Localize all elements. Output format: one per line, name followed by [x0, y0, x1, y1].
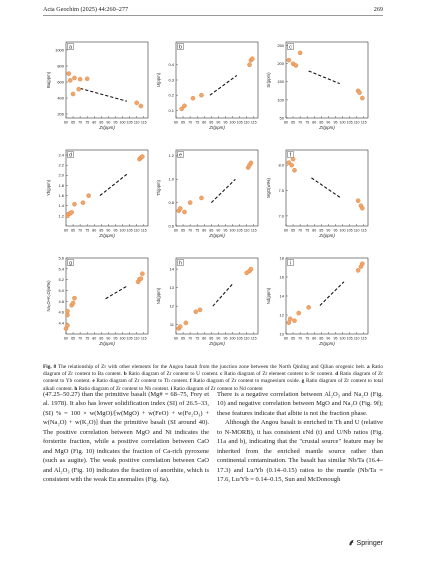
x-tick-label: 100 — [339, 228, 346, 233]
y-tick-label: 150 — [277, 79, 284, 85]
data-point — [139, 104, 143, 108]
x-tick-label: 115 — [140, 228, 147, 233]
data-point — [287, 58, 291, 62]
y-tick-label: 2.0 — [58, 172, 64, 178]
data-point — [360, 206, 364, 210]
header-rule — [43, 15, 383, 16]
x-tick-label: 90 — [106, 336, 111, 341]
caption-part-text: Ratio diagram of Zr content to Nd content — [173, 385, 263, 392]
panel-letter: e — [179, 152, 182, 159]
x-tick-label: 85 — [319, 120, 324, 125]
x-tick-label: 70 — [298, 120, 303, 125]
trend-line — [213, 284, 233, 306]
data-point — [65, 313, 69, 317]
y-tick-label: 0.3 — [168, 77, 174, 83]
x-tick-label: 80 — [92, 336, 97, 341]
x-tick-label: 105 — [236, 336, 243, 341]
publisher-name: Springer — [356, 540, 383, 547]
data-point — [72, 76, 76, 80]
caption-part-key: f — [188, 378, 194, 385]
x-tick-label: 95 — [333, 228, 338, 233]
x-tick-label: 80 — [312, 336, 317, 341]
data-point — [356, 199, 360, 203]
trend-line — [210, 75, 237, 95]
y-tick-label: 0.8 — [168, 200, 174, 206]
x-axis-label: Zr(ppm) — [99, 233, 115, 238]
x-tick-label: 65 — [71, 120, 76, 125]
x-tick-label: 70 — [188, 228, 193, 233]
caption-part-key: e — [90, 378, 97, 385]
caption-part-key: a — [367, 364, 372, 370]
x-tick-label: 60 — [284, 228, 288, 233]
body-column-left — [43, 390, 209, 485]
data-point — [292, 168, 296, 172]
figure-caption — [43, 364, 383, 393]
x-tick-label: 90 — [216, 336, 221, 341]
y-tick-label: 200 — [57, 111, 64, 117]
x-tick-label: 85 — [99, 336, 104, 341]
panel-letter: h — [179, 260, 182, 267]
x-tick-label: 85 — [209, 120, 214, 125]
y-tick-label: 13 — [169, 285, 174, 291]
data-point — [288, 317, 292, 321]
x-tick-label: 95 — [333, 336, 338, 341]
y-tick-label: 1.2 — [58, 213, 64, 219]
x-tick-label: 65 — [181, 228, 186, 233]
y-tick-label: 200 — [277, 61, 284, 67]
y-tick-label: 0.1 — [168, 107, 174, 113]
x-tick-label: 70 — [298, 336, 303, 341]
x-tick-label: 115 — [360, 228, 367, 233]
panel-e — [156, 150, 258, 238]
y-tick-label: 5.2 — [58, 277, 64, 283]
x-tick-label: 75 — [305, 120, 310, 125]
caption-part-key: c — [218, 371, 225, 378]
x-axis-label: Zr(ppm) — [99, 125, 115, 130]
y-axis-label: Na₂O+K₂O(wt%) — [46, 280, 51, 312]
publisher-footer — [348, 539, 383, 547]
x-axis-label: Zr(ppm) — [209, 125, 225, 130]
figure-8 — [40, 34, 390, 360]
data-point — [77, 87, 81, 91]
x-tick-label: 100 — [119, 336, 126, 341]
springer-horse-icon — [348, 539, 355, 546]
x-tick-label: 60 — [284, 336, 288, 341]
y-axis-label: Th(ppm) — [156, 180, 161, 196]
x-tick-label: 85 — [319, 228, 324, 233]
panel-c — [266, 42, 368, 130]
data-point — [199, 196, 203, 200]
x-tick-label: 80 — [92, 228, 97, 233]
caption-part-key: d — [333, 371, 340, 378]
data-point — [87, 194, 91, 198]
y-tick-label: 14 — [279, 293, 284, 299]
x-tick-label: 90 — [216, 120, 221, 125]
x-tick-label: 75 — [195, 336, 200, 341]
x-tick-label: 115 — [250, 120, 257, 125]
panel-d — [46, 150, 148, 238]
caption-part-key: h — [73, 385, 79, 392]
x-tick-label: 70 — [188, 120, 193, 125]
y-tick-label: 4.4 — [58, 320, 64, 326]
x-axis-label: Zr(ppm) — [319, 233, 335, 238]
x-tick-label: 70 — [78, 228, 83, 233]
x-tick-label: 95 — [223, 228, 228, 233]
y-axis-label: Nb(ppm) — [156, 287, 161, 305]
panel-letter: a — [69, 44, 72, 51]
x-tick-label: 80 — [312, 228, 317, 233]
data-point — [67, 72, 71, 76]
x-tick-label: 105 — [126, 336, 133, 341]
x-tick-label: 100 — [339, 120, 346, 125]
x-tick-label: 65 — [181, 336, 186, 341]
data-point — [68, 78, 72, 82]
data-point — [294, 63, 298, 67]
y-tick-label: 400 — [57, 95, 64, 101]
x-tick-label: 90 — [106, 228, 111, 233]
x-tick-label: 90 — [106, 120, 111, 125]
x-tick-label: 80 — [92, 120, 97, 125]
data-point — [250, 57, 254, 61]
x-tick-label: 105 — [346, 336, 353, 341]
x-tick-label: 65 — [181, 120, 186, 125]
caption-part-text: Ratio diagram of Zr content to total alkali content. — [43, 378, 383, 392]
trend-line — [100, 174, 127, 195]
x-tick-label: 90 — [216, 228, 221, 233]
x-tick-label: 110 — [353, 336, 360, 341]
panel-frame — [176, 150, 258, 226]
caption-part-key: i — [169, 385, 174, 392]
x-tick-label: 75 — [85, 336, 90, 341]
y-tick-label: 1000 — [55, 47, 64, 53]
x-tick-label: 100 — [229, 120, 236, 125]
x-tick-label: 75 — [85, 228, 90, 233]
x-tick-label: 100 — [229, 228, 236, 233]
y-axis-label: Nd(ppm) — [266, 287, 271, 305]
y-tick-label: 5.6 — [58, 255, 64, 261]
trend-line — [320, 282, 344, 306]
caption-part-text: Ratio diagram of Zr content to Nb content. — [78, 385, 170, 392]
panel-g — [46, 255, 148, 346]
data-point — [291, 157, 295, 161]
x-tick-label: 100 — [119, 120, 126, 125]
y-tick-label: 7.0 — [278, 213, 284, 219]
data-point — [178, 206, 182, 210]
data-point — [182, 210, 186, 214]
caption-title: The relationship of Zr with other elements for the Angou basalt from the junction zone between the North Qinling and Qilian orogenic belt. — [57, 364, 366, 370]
x-tick-label: 85 — [209, 228, 214, 233]
x-tick-label: 105 — [346, 120, 353, 125]
y-axis-label: MgO(wt%) — [266, 178, 271, 198]
x-tick-label: 80 — [202, 120, 207, 125]
data-point — [249, 161, 253, 165]
x-tick-label: 110 — [243, 336, 250, 341]
panel-letter: i — [289, 260, 292, 267]
data-point — [357, 91, 361, 95]
x-axis-label: Zr(ppm) — [209, 233, 225, 238]
y-tick-label: 1.6 — [58, 193, 64, 198]
x-tick-label: 75 — [305, 228, 310, 233]
panel-f — [266, 150, 368, 238]
x-tick-label: 110 — [133, 120, 140, 125]
data-point — [194, 310, 198, 314]
y-tick-label: 7.5 — [278, 187, 284, 193]
x-tick-label: 75 — [195, 120, 200, 125]
data-point — [188, 201, 192, 205]
x-tick-label: 80 — [202, 228, 207, 233]
y-tick-label: 16 — [279, 274, 284, 280]
x-tick-label: 85 — [99, 228, 104, 233]
x-tick-label: 70 — [78, 120, 83, 125]
x-tick-label: 95 — [223, 120, 228, 125]
x-tick-label: 60 — [174, 336, 178, 341]
x-tick-label: 115 — [140, 120, 147, 125]
x-tick-label: 95 — [333, 120, 338, 125]
data-point — [72, 296, 76, 300]
data-point — [71, 92, 75, 96]
data-point — [85, 77, 89, 81]
data-point — [72, 202, 76, 206]
trend-line — [80, 88, 127, 101]
x-axis-label: Zr(ppm) — [319, 341, 335, 346]
x-tick-label: 95 — [113, 336, 118, 341]
x-tick-label: 60 — [64, 120, 68, 125]
x-tick-label: 105 — [346, 228, 353, 233]
y-tick-label: 2.2 — [58, 162, 64, 168]
x-tick-label: 110 — [243, 120, 250, 125]
panel-letter: b — [179, 44, 182, 51]
caption-part-text: Ratio diagram of Zr content to U content. — [128, 371, 219, 378]
x-tick-label: 60 — [64, 336, 68, 341]
x-tick-label: 115 — [360, 120, 367, 125]
data-point — [81, 201, 85, 205]
y-tick-label: 1.2 — [168, 153, 174, 159]
x-axis-label: Zr(ppm) — [99, 341, 115, 346]
body-paragraph: (47.25–50.27) than the primitive basalt (Mg# = 68–75, Frey et al. 1978). It also has lower solidification index (SI) of 26.5–33, (SI) % = 100 × w(MgO)/[w(MgO) + w(FeO) + w(Fe₂O₃) + w(Na₂O) + w(K₂O)] than the primitive basalt (SI around 40). The positive correlation between MgO and Ni indicates the forsterite fraction, while a positive correlation between CaO and MgO (Fig. 10) indicates the fraction of Ca-rich pyroxene (such as augite). The weak positive correlation between CaO and Al₂O₃ (Fig. 10) indicates the fraction of anorthite, which is consistent with the weak Eu anomalies (Fig. 6a). — [43, 391, 209, 484]
y-tick-label: 100 — [277, 97, 284, 103]
y-tick-label: 800 — [57, 63, 64, 69]
page-number: 269 — [373, 6, 383, 13]
data-point — [71, 301, 75, 305]
panel-a — [46, 42, 148, 130]
x-tick-label: 65 — [291, 336, 296, 341]
panel-letter: d — [69, 152, 72, 159]
x-axis-label: Zr(ppm) — [209, 341, 225, 346]
x-tick-label: 85 — [99, 120, 104, 125]
x-tick-label: 100 — [119, 228, 126, 233]
y-tick-label: 4.8 — [58, 298, 64, 304]
journal-header: Acta Geochim (2025) 44:260–277 — [43, 6, 129, 13]
body-paragraph: There is a negative correlation between Al₂O₃ and Na₂O (Fig. 10) and negative correlation between MgO and Na₂O (Fig. 9f); these features indicate that albite is not the fraction phase. — [217, 391, 383, 417]
y-tick-label: 1.8 — [58, 182, 64, 188]
x-tick-label: 80 — [312, 120, 317, 125]
x-tick-label: 60 — [174, 120, 178, 125]
panel-letter: g — [69, 260, 72, 267]
data-point — [70, 210, 74, 214]
data-point — [292, 319, 296, 323]
caption-part-text: Ratio diagram of Zr content to Th content. — [96, 378, 189, 385]
y-axis-label: Sr(ppm) — [266, 72, 271, 88]
x-tick-label: 70 — [78, 336, 83, 341]
x-tick-label: 115 — [360, 336, 367, 341]
panel-b — [156, 42, 258, 130]
y-axis-label: U(ppm) — [156, 73, 161, 87]
panel-i — [266, 255, 368, 346]
x-tick-label: 60 — [284, 120, 288, 125]
x-axis-label: Zr(ppm) — [319, 125, 335, 130]
caption-part-text: Ratio diagram of Zr content to magnesium oxide. — [193, 378, 301, 385]
data-point — [356, 268, 360, 272]
trend-line — [309, 71, 340, 84]
data-point — [247, 63, 251, 67]
data-point — [290, 163, 294, 167]
data-point — [249, 267, 253, 271]
y-tick-label: 2.4 — [58, 152, 64, 158]
panel-letter: f — [289, 152, 292, 159]
y-tick-label: 12 — [279, 312, 284, 318]
x-tick-label: 85 — [209, 336, 214, 341]
data-point — [135, 101, 139, 105]
y-tick-label: 0.4 — [168, 62, 174, 68]
panel-frame — [176, 42, 258, 118]
panel-frame — [66, 150, 148, 226]
data-point — [140, 154, 144, 158]
data-point — [199, 93, 203, 97]
trend-line — [211, 179, 235, 202]
x-tick-label: 90 — [326, 120, 331, 125]
caption-part-key: b — [122, 371, 129, 378]
data-point — [297, 311, 301, 315]
x-tick-label: 85 — [319, 336, 324, 341]
x-tick-label: 95 — [113, 120, 118, 125]
x-tick-label: 110 — [353, 228, 360, 233]
caption-part-text: Ratio diagram of Zr content to Yb content. — [43, 371, 384, 385]
x-tick-label: 100 — [339, 336, 346, 341]
panel-frame — [176, 258, 258, 334]
x-tick-label: 115 — [250, 228, 257, 233]
y-tick-label: 10 — [279, 331, 284, 337]
data-point — [360, 262, 364, 266]
y-tick-label: 12 — [169, 303, 174, 309]
x-tick-label: 75 — [305, 336, 310, 341]
data-point — [191, 96, 195, 100]
x-tick-label: 110 — [133, 228, 140, 233]
x-tick-label: 100 — [229, 336, 236, 341]
x-tick-label: 105 — [126, 228, 133, 233]
x-tick-label: 60 — [64, 228, 68, 233]
data-point — [65, 323, 69, 327]
data-point — [287, 321, 291, 325]
x-tick-label: 75 — [85, 120, 90, 125]
panel-frame — [66, 258, 148, 334]
y-tick-label: 14 — [169, 266, 174, 272]
x-tick-label: 115 — [140, 336, 147, 341]
x-tick-label: 65 — [71, 228, 76, 233]
y-tick-label: 1.4 — [58, 203, 64, 209]
data-point — [298, 51, 302, 55]
data-point — [78, 77, 82, 81]
data-point — [182, 104, 186, 108]
x-tick-label: 65 — [71, 336, 76, 341]
x-tick-label: 75 — [195, 228, 200, 233]
x-tick-label: 65 — [291, 120, 296, 125]
panel-h — [156, 258, 258, 346]
y-axis-label: Ba(ppm) — [46, 71, 51, 89]
y-tick-label: 250 — [277, 43, 284, 49]
y-tick-label: 4.6 — [58, 309, 64, 315]
x-tick-label: 110 — [353, 120, 360, 125]
data-point — [198, 308, 202, 312]
trend-line — [106, 286, 127, 298]
data-point — [140, 272, 144, 276]
x-tick-label: 90 — [326, 228, 331, 233]
y-tick-label: 18 — [279, 255, 284, 261]
y-tick-label: 5.0 — [58, 287, 64, 293]
caption-fig-label: Fig. 8 — [43, 364, 57, 370]
x-tick-label: 70 — [298, 228, 303, 233]
data-point — [178, 324, 182, 328]
x-tick-label: 110 — [133, 336, 140, 341]
y-axis-label: Yb(ppm) — [46, 179, 51, 197]
y-tick-label: 50 — [279, 115, 284, 121]
x-tick-label: 110 — [243, 228, 250, 233]
y-tick-label: 0.6 — [168, 223, 174, 229]
data-point — [139, 277, 143, 281]
x-tick-label: 90 — [326, 336, 331, 341]
data-point — [65, 309, 69, 313]
panel-letter: c — [289, 44, 292, 51]
y-tick-label: 600 — [57, 79, 64, 85]
x-tick-label: 70 — [188, 336, 193, 341]
y-tick-label: 5.4 — [58, 266, 64, 272]
x-tick-label: 115 — [250, 336, 257, 341]
figure-8-plots — [40, 34, 390, 360]
y-tick-label: 11 — [169, 322, 174, 328]
trend-line — [311, 178, 341, 198]
x-tick-label: 105 — [236, 120, 243, 125]
x-tick-label: 95 — [113, 228, 118, 233]
data-point — [307, 305, 311, 309]
data-point — [184, 321, 188, 325]
y-tick-label: 1.0 — [168, 176, 174, 182]
x-tick-label: 105 — [126, 120, 133, 125]
data-point — [360, 96, 364, 100]
x-tick-label: 95 — [223, 336, 228, 341]
y-tick-label: 8.0 — [278, 162, 284, 168]
y-tick-label: 0.2 — [168, 92, 174, 98]
x-tick-label: 105 — [236, 228, 243, 233]
x-tick-label: 65 — [291, 228, 296, 233]
x-tick-label: 80 — [202, 336, 207, 341]
body-paragraph: Although the Angou basalt is enriched in Th and U (relative to N-MORB), it has consistent εNd (t) and U/Nb ratios (Fig. 11a and b), indicating that the "crustal source" feature may be inherited from the enriched mantle source rather than continental contamination. The basalt has similar Nb/Ta (16.4–17.3) and Lu/Yb (0.14–0.15) ratios to the mantle (Nb/Ta = 17.6, Lu/Yb = 0.14–0.15, Sun and McDonough — [217, 419, 383, 484]
body-column-right — [217, 390, 383, 485]
caption-part-text: Ratio diagram of Zr element content to Sr content. — [224, 371, 334, 378]
caption-part-text: Ratio diagram of Zr content to Ba content. — [43, 364, 383, 378]
x-tick-label: 60 — [174, 228, 178, 233]
caption-part-key: g — [300, 378, 306, 385]
panel-frame — [286, 258, 368, 334]
